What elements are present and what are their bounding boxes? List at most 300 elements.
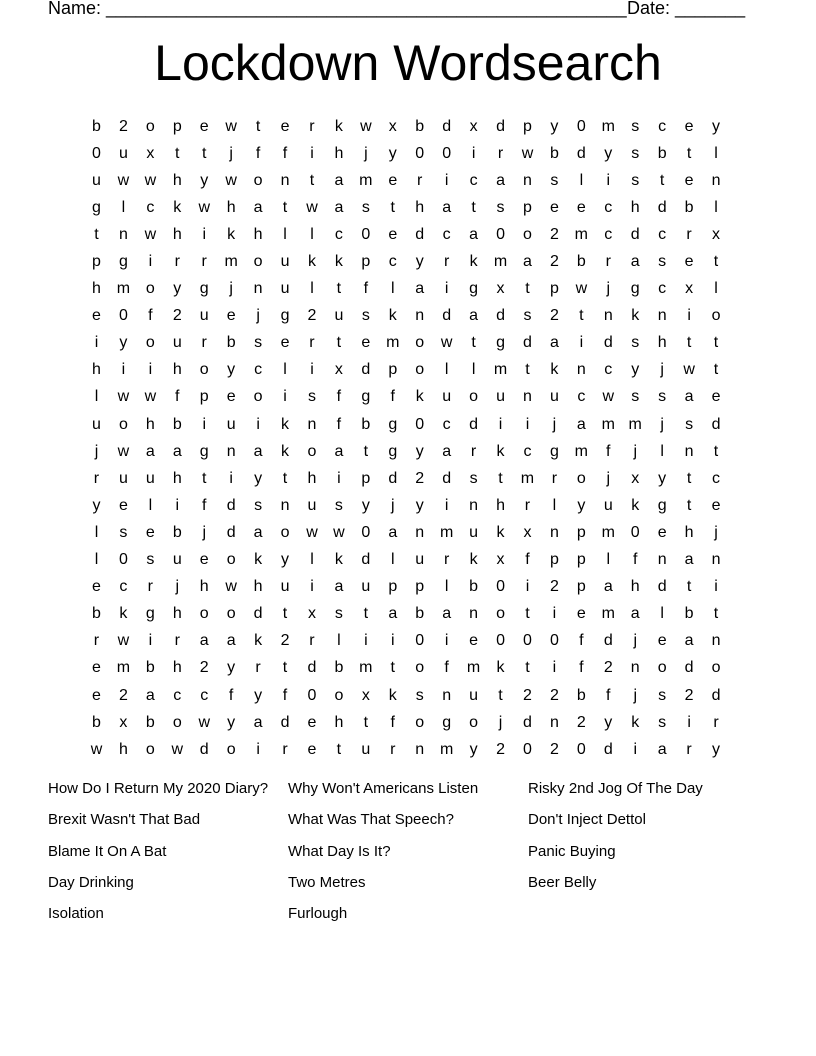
grid-cell: g bbox=[92, 198, 101, 216]
grid-row bbox=[83, 330, 730, 357]
grid-cell: a bbox=[442, 198, 452, 216]
grid-cell: l bbox=[444, 361, 449, 379]
grid-cell: t bbox=[713, 442, 719, 460]
grid-cell: 2 bbox=[172, 307, 182, 325]
grid-cell: k bbox=[631, 713, 640, 731]
grid-cell: h bbox=[334, 144, 344, 162]
grid-cell: w bbox=[117, 442, 130, 460]
word-list-item: Beer Belly bbox=[528, 873, 597, 891]
grid-cell: i bbox=[148, 632, 153, 650]
grid-cell: o bbox=[226, 740, 236, 758]
grid-cell: o bbox=[253, 388, 263, 406]
wordsearch-grid bbox=[83, 113, 730, 763]
grid-cell: r bbox=[174, 253, 180, 271]
grid-cell: l bbox=[391, 551, 395, 569]
grid-cell: m bbox=[574, 442, 588, 460]
grid-cell: l bbox=[310, 225, 314, 243]
grid-cell: a bbox=[199, 632, 209, 650]
grid-cell: o bbox=[145, 280, 155, 298]
grid-cell: c bbox=[577, 388, 586, 406]
grid-cell: f bbox=[606, 442, 611, 460]
grid-cell: b bbox=[469, 578, 479, 596]
grid-cell: b bbox=[549, 144, 559, 162]
grid-cell: w bbox=[171, 740, 184, 758]
grid-cell: 2 bbox=[199, 659, 209, 677]
grid-cell: x bbox=[361, 686, 370, 704]
grid-cell: l bbox=[148, 496, 153, 514]
grid-cell: j bbox=[552, 415, 557, 433]
grid-cell: u bbox=[361, 578, 371, 596]
grid-cell: a bbox=[523, 253, 532, 271]
grid-cell: t bbox=[201, 144, 207, 162]
grid-cell: n bbox=[469, 496, 479, 514]
grid-cell: i bbox=[687, 307, 691, 325]
grid-cell: y bbox=[200, 171, 209, 189]
grid-cell: s bbox=[658, 253, 667, 271]
grid-cell: a bbox=[334, 442, 344, 460]
grid-cell: h bbox=[630, 198, 640, 216]
grid-cell: s bbox=[496, 198, 505, 216]
grid-cell: t bbox=[175, 144, 180, 162]
grid-cell: j bbox=[660, 361, 664, 379]
grid-cell: p bbox=[576, 551, 586, 569]
grid-cell: a bbox=[576, 415, 586, 433]
grid-cell: o bbox=[415, 361, 425, 379]
grid-cell: p bbox=[549, 551, 559, 569]
grid-cell: k bbox=[469, 551, 478, 569]
name-line: Name: ____________________________________________________ bbox=[48, 0, 627, 18]
grid-cell: p bbox=[172, 117, 182, 135]
grid-cell: f bbox=[282, 144, 288, 162]
grid-cell: 2 bbox=[280, 632, 290, 650]
grid-row bbox=[83, 438, 730, 465]
grid-cell: c bbox=[442, 415, 451, 433]
grid-cell: k bbox=[496, 659, 505, 677]
grid-cell: y bbox=[712, 117, 721, 135]
grid-cell: e bbox=[280, 117, 290, 135]
grid-cell: g bbox=[496, 334, 505, 352]
grid-cell: l bbox=[310, 551, 314, 569]
grid-cell: t bbox=[525, 605, 530, 623]
grid-cell: k bbox=[254, 551, 263, 569]
grid-cell: o bbox=[469, 388, 479, 406]
grid-cell: a bbox=[496, 171, 505, 189]
grid-cell: p bbox=[92, 253, 101, 271]
word-list-item: What Was That Speech? bbox=[288, 811, 454, 829]
grid-cell: l bbox=[337, 632, 341, 650]
grid-cell: 0 bbox=[415, 415, 425, 433]
grid-cell: o bbox=[334, 686, 344, 704]
grid-cell: t bbox=[525, 361, 530, 379]
grid-cell: h bbox=[172, 659, 182, 677]
grid-cell: n bbox=[307, 415, 317, 433]
grid-cell: p bbox=[388, 361, 398, 379]
grid-cell: g bbox=[469, 280, 479, 298]
grid-cell: w bbox=[144, 388, 157, 406]
grid-row bbox=[83, 194, 730, 221]
grid-row bbox=[83, 601, 730, 628]
grid-cell: h bbox=[145, 415, 155, 433]
word-column bbox=[48, 777, 268, 933]
grid-cell: g bbox=[388, 415, 398, 433]
grid-cell: i bbox=[256, 740, 260, 758]
grid-cell: d bbox=[415, 225, 425, 243]
grid-cell: i bbox=[202, 415, 206, 433]
grid-cell: t bbox=[713, 253, 719, 271]
grid-cell: y bbox=[415, 442, 424, 460]
grid-cell: l bbox=[579, 171, 584, 189]
grid-cell: a bbox=[388, 605, 398, 623]
grid-cell: i bbox=[94, 334, 99, 352]
grid-cell: t bbox=[686, 496, 692, 514]
grid-cell: u bbox=[415, 551, 425, 569]
grid-cell: 0 bbox=[576, 740, 586, 758]
grid-cell: c bbox=[254, 361, 263, 379]
grid-cell: a bbox=[145, 442, 155, 460]
grid-cell: w bbox=[117, 171, 130, 189]
grid-cell: d bbox=[442, 469, 452, 487]
grid-cell: s bbox=[631, 144, 640, 162]
grid-cell: k bbox=[334, 117, 343, 135]
grid-cell: u bbox=[199, 307, 209, 325]
grid-cell: y bbox=[604, 144, 613, 162]
grid-cell: h bbox=[226, 198, 236, 216]
word-column bbox=[528, 777, 703, 902]
grid-cell: e bbox=[469, 632, 479, 650]
grid-cell: j bbox=[202, 523, 206, 541]
grid-cell: r bbox=[309, 117, 315, 135]
grid-cell: a bbox=[442, 442, 452, 460]
grid-cell: t bbox=[471, 334, 476, 352]
grid-cell: y bbox=[415, 496, 424, 514]
grid-cell: x bbox=[523, 523, 532, 541]
grid-cell: g bbox=[118, 253, 128, 271]
grid-cell: d bbox=[630, 225, 640, 243]
grid-cell: n bbox=[523, 171, 532, 189]
grid-cell: i bbox=[148, 253, 153, 271]
grid-cell: y bbox=[119, 334, 128, 352]
grid-cell: b bbox=[172, 523, 182, 541]
grid-cell: m bbox=[601, 117, 615, 135]
grid-cell: n bbox=[469, 605, 479, 623]
grid-cell: m bbox=[466, 659, 481, 677]
grid-cell: g bbox=[280, 307, 290, 325]
grid-cell: r bbox=[390, 740, 396, 758]
word-column bbox=[288, 777, 478, 933]
grid-cell: m bbox=[601, 605, 615, 623]
grid-cell: m bbox=[574, 225, 588, 243]
grid-cell: h bbox=[199, 578, 209, 596]
grid-cell: o bbox=[145, 334, 155, 352]
grid-cell: h bbox=[172, 171, 182, 189]
grid-row bbox=[83, 492, 730, 519]
grid-cell: j bbox=[606, 469, 611, 487]
grid-cell: u bbox=[145, 469, 155, 487]
grid-cell: c bbox=[712, 469, 721, 487]
grid-cell: u bbox=[442, 388, 452, 406]
grid-cell: o bbox=[496, 605, 505, 623]
grid-cell: w bbox=[117, 632, 130, 650]
grid-cell: e bbox=[388, 171, 398, 189]
grid-cell: r bbox=[686, 225, 692, 243]
grid-cell: x bbox=[119, 713, 128, 731]
grid-cell: d bbox=[523, 334, 532, 352]
grid-cell: l bbox=[283, 225, 287, 243]
grid-cell: u bbox=[226, 415, 236, 433]
grid-cell: d bbox=[388, 469, 398, 487]
grid-cell: 0 bbox=[496, 578, 505, 596]
grid-cell: k bbox=[334, 551, 343, 569]
grid-cell: s bbox=[631, 388, 640, 406]
grid-cell: b bbox=[145, 713, 155, 731]
grid-cell: f bbox=[175, 388, 180, 406]
grid-cell: r bbox=[605, 253, 611, 271]
grid-cell: m bbox=[386, 334, 400, 352]
grid-cell: i bbox=[525, 578, 530, 596]
grid-cell: l bbox=[471, 361, 476, 379]
grid-cell: f bbox=[579, 632, 584, 650]
grid-cell: l bbox=[606, 551, 611, 569]
grid-cell: f bbox=[525, 551, 530, 569]
grid-cell: 0 bbox=[630, 523, 640, 541]
grid-cell: i bbox=[444, 171, 449, 189]
grid-cell: h bbox=[92, 361, 101, 379]
grid-cell: u bbox=[307, 496, 317, 514]
grid-cell: s bbox=[523, 307, 532, 325]
grid-cell: e bbox=[118, 496, 128, 514]
grid-cell: 0 bbox=[118, 307, 128, 325]
grid-cell: i bbox=[310, 144, 314, 162]
grid-cell: r bbox=[497, 144, 504, 162]
grid-cell: h bbox=[253, 225, 263, 243]
grid-cell: a bbox=[388, 523, 398, 541]
grid-cell: d bbox=[307, 659, 317, 677]
grid-cell: d bbox=[496, 117, 505, 135]
grid-cell: y bbox=[577, 496, 586, 514]
grid-cell: i bbox=[310, 578, 314, 596]
grid-cell: c bbox=[173, 686, 182, 704]
grid-cell: b bbox=[576, 686, 586, 704]
grid-cell: a bbox=[145, 686, 155, 704]
grid-cell: g bbox=[199, 442, 209, 460]
grid-cell: t bbox=[686, 469, 692, 487]
grid-cell: e bbox=[199, 117, 209, 135]
grid-cell: e bbox=[307, 740, 317, 758]
grid-cell: e bbox=[657, 523, 667, 541]
grid-row bbox=[83, 221, 730, 248]
grid-cell: a bbox=[469, 225, 479, 243]
grid-cell: k bbox=[550, 361, 559, 379]
grid-cell: c bbox=[442, 225, 451, 243]
grid-cell: o bbox=[226, 551, 236, 569]
grid-cell: h bbox=[307, 469, 317, 487]
grid-cell: w bbox=[198, 713, 210, 731]
grid-cell: i bbox=[256, 415, 260, 433]
grid-cell: f bbox=[148, 307, 153, 325]
grid-cell: e bbox=[145, 523, 155, 541]
grid-cell: e bbox=[226, 388, 236, 406]
grid-cell: 0 bbox=[92, 144, 101, 162]
grid-cell: w bbox=[306, 523, 318, 541]
grid-cell: d bbox=[442, 307, 452, 325]
grid-cell: a bbox=[415, 280, 425, 298]
grid-cell: l bbox=[660, 605, 664, 623]
grid-cell: r bbox=[147, 578, 153, 596]
grid-cell: 2 bbox=[307, 307, 317, 325]
grid-cell: n bbox=[576, 361, 586, 379]
grid-cell: i bbox=[498, 415, 503, 433]
word-list-item: Day Drinking bbox=[48, 873, 134, 891]
grid-cell: d bbox=[711, 415, 721, 433]
grid-cell: r bbox=[93, 632, 100, 650]
grid-cell: f bbox=[201, 496, 207, 514]
grid-cell: o bbox=[307, 442, 317, 460]
word-list-item: Blame It On A Bat bbox=[48, 842, 167, 860]
grid-cell: m bbox=[359, 171, 373, 189]
grid-cell: t bbox=[525, 659, 530, 677]
grid-cell: 0 bbox=[442, 144, 452, 162]
grid-cell: b bbox=[92, 605, 101, 623]
grid-cell: a bbox=[334, 171, 344, 189]
grid-cell: o bbox=[145, 740, 155, 758]
grid-cell: s bbox=[307, 388, 316, 406]
grid-cell: n bbox=[549, 523, 559, 541]
grid-cell: k bbox=[631, 496, 640, 514]
grid-cell: a bbox=[253, 523, 263, 541]
grid-cell: k bbox=[334, 253, 343, 271]
grid-cell: e bbox=[576, 198, 586, 216]
grid-cell: n bbox=[226, 442, 236, 460]
grid-row bbox=[83, 736, 730, 763]
grid-cell: i bbox=[121, 361, 126, 379]
grid-cell: 2 bbox=[415, 469, 425, 487]
grid-cell: 0 bbox=[549, 632, 559, 650]
grid-cell: e bbox=[361, 334, 371, 352]
grid-cell: u bbox=[334, 307, 344, 325]
grid-cell: m bbox=[439, 523, 454, 541]
grid-cell: k bbox=[631, 307, 640, 325]
grid-cell: l bbox=[121, 198, 126, 216]
grid-cell: r bbox=[470, 442, 477, 460]
grid-cell: t bbox=[363, 605, 369, 623]
grid-cell: x bbox=[631, 469, 640, 487]
grid-cell: r bbox=[443, 253, 450, 271]
grid-row bbox=[83, 547, 730, 574]
grid-cell: y bbox=[254, 469, 263, 487]
grid-cell: 2 bbox=[549, 686, 559, 704]
grid-cell: e bbox=[388, 225, 398, 243]
grid-cell: j bbox=[633, 632, 637, 650]
grid-cell: k bbox=[388, 686, 397, 704]
grid-row bbox=[83, 574, 730, 601]
grid-cell: j bbox=[714, 523, 718, 541]
grid-cell: h bbox=[496, 496, 505, 514]
grid-cell: y bbox=[92, 496, 101, 514]
grid-cell: j bbox=[391, 496, 395, 514]
grid-cell: e bbox=[684, 171, 694, 189]
grid-cell: t bbox=[686, 334, 692, 352]
grid-cell: e bbox=[92, 307, 101, 325]
grid-cell: j bbox=[175, 578, 180, 596]
grid-cell: p bbox=[523, 198, 532, 216]
word-list-item: Furlough bbox=[288, 905, 348, 923]
grid-cell: y bbox=[227, 361, 236, 379]
grid-cell: p bbox=[415, 578, 425, 596]
grid-cell: k bbox=[119, 605, 128, 623]
grid-cell: d bbox=[657, 578, 667, 596]
grid-cell: o bbox=[711, 307, 721, 325]
page-title: Lockdown Wordsearch bbox=[154, 35, 662, 91]
grid-cell: f bbox=[390, 713, 395, 731]
grid-cell: t bbox=[390, 659, 395, 677]
grid-cell: o bbox=[145, 117, 155, 135]
grid-cell: o bbox=[199, 361, 209, 379]
grid-cell: 2 bbox=[549, 740, 559, 758]
grid-cell: t bbox=[363, 713, 369, 731]
grid-cell: i bbox=[552, 605, 557, 623]
grid-cell: c bbox=[604, 198, 613, 216]
grid-cell: n bbox=[630, 659, 640, 677]
grid-cell: x bbox=[146, 144, 155, 162]
grid-row bbox=[83, 276, 730, 303]
grid-cell: m bbox=[493, 253, 508, 271]
grid-row bbox=[83, 655, 730, 682]
grid-cell: s bbox=[254, 334, 263, 352]
grid-cell: a bbox=[226, 632, 236, 650]
grid-row bbox=[83, 357, 730, 384]
grid-cell: l bbox=[310, 280, 314, 298]
grid-cell: e bbox=[549, 198, 559, 216]
word-list-item: What Day Is It? bbox=[288, 842, 391, 860]
grid-cell: i bbox=[229, 469, 233, 487]
grid-cell: r bbox=[93, 469, 100, 487]
grid-cell: g bbox=[630, 280, 640, 298]
grid-cell: i bbox=[283, 388, 287, 406]
grid-cell: j bbox=[256, 307, 260, 325]
grid-cell: a bbox=[657, 740, 667, 758]
grid-cell: 2 bbox=[549, 225, 559, 243]
grid-cell: s bbox=[469, 469, 478, 487]
grid-cell: t bbox=[686, 144, 692, 162]
grid-cell: y bbox=[388, 144, 397, 162]
grid-cell: r bbox=[443, 551, 450, 569]
word-list-item: Isolation bbox=[48, 905, 104, 923]
grid-cell: c bbox=[119, 578, 128, 596]
grid-cell: b bbox=[92, 117, 101, 135]
grid-cell: y bbox=[227, 713, 236, 731]
grid-cell: y bbox=[361, 496, 370, 514]
grid-cell: o bbox=[118, 415, 128, 433]
grid-cell: t bbox=[579, 307, 584, 325]
grid-cell: w bbox=[306, 198, 318, 216]
grid-cell: i bbox=[148, 361, 153, 379]
grid-cell: 0 bbox=[496, 632, 505, 650]
grid-cell: o bbox=[657, 659, 667, 677]
grid-cell: m bbox=[493, 361, 508, 379]
grid-row bbox=[83, 303, 730, 330]
grid-cell: k bbox=[388, 307, 397, 325]
grid-cell: s bbox=[361, 198, 370, 216]
grid-cell: d bbox=[469, 415, 479, 433]
grid-cell: b bbox=[576, 253, 586, 271]
grid-cell: a bbox=[253, 713, 263, 731]
grid-cell: x bbox=[712, 225, 721, 243]
grid-cell: o bbox=[226, 605, 236, 623]
grid-cell: j bbox=[94, 442, 99, 460]
grid-cell: y bbox=[281, 551, 290, 569]
grid-cell: n bbox=[523, 388, 532, 406]
grid-cell: w bbox=[144, 225, 157, 243]
